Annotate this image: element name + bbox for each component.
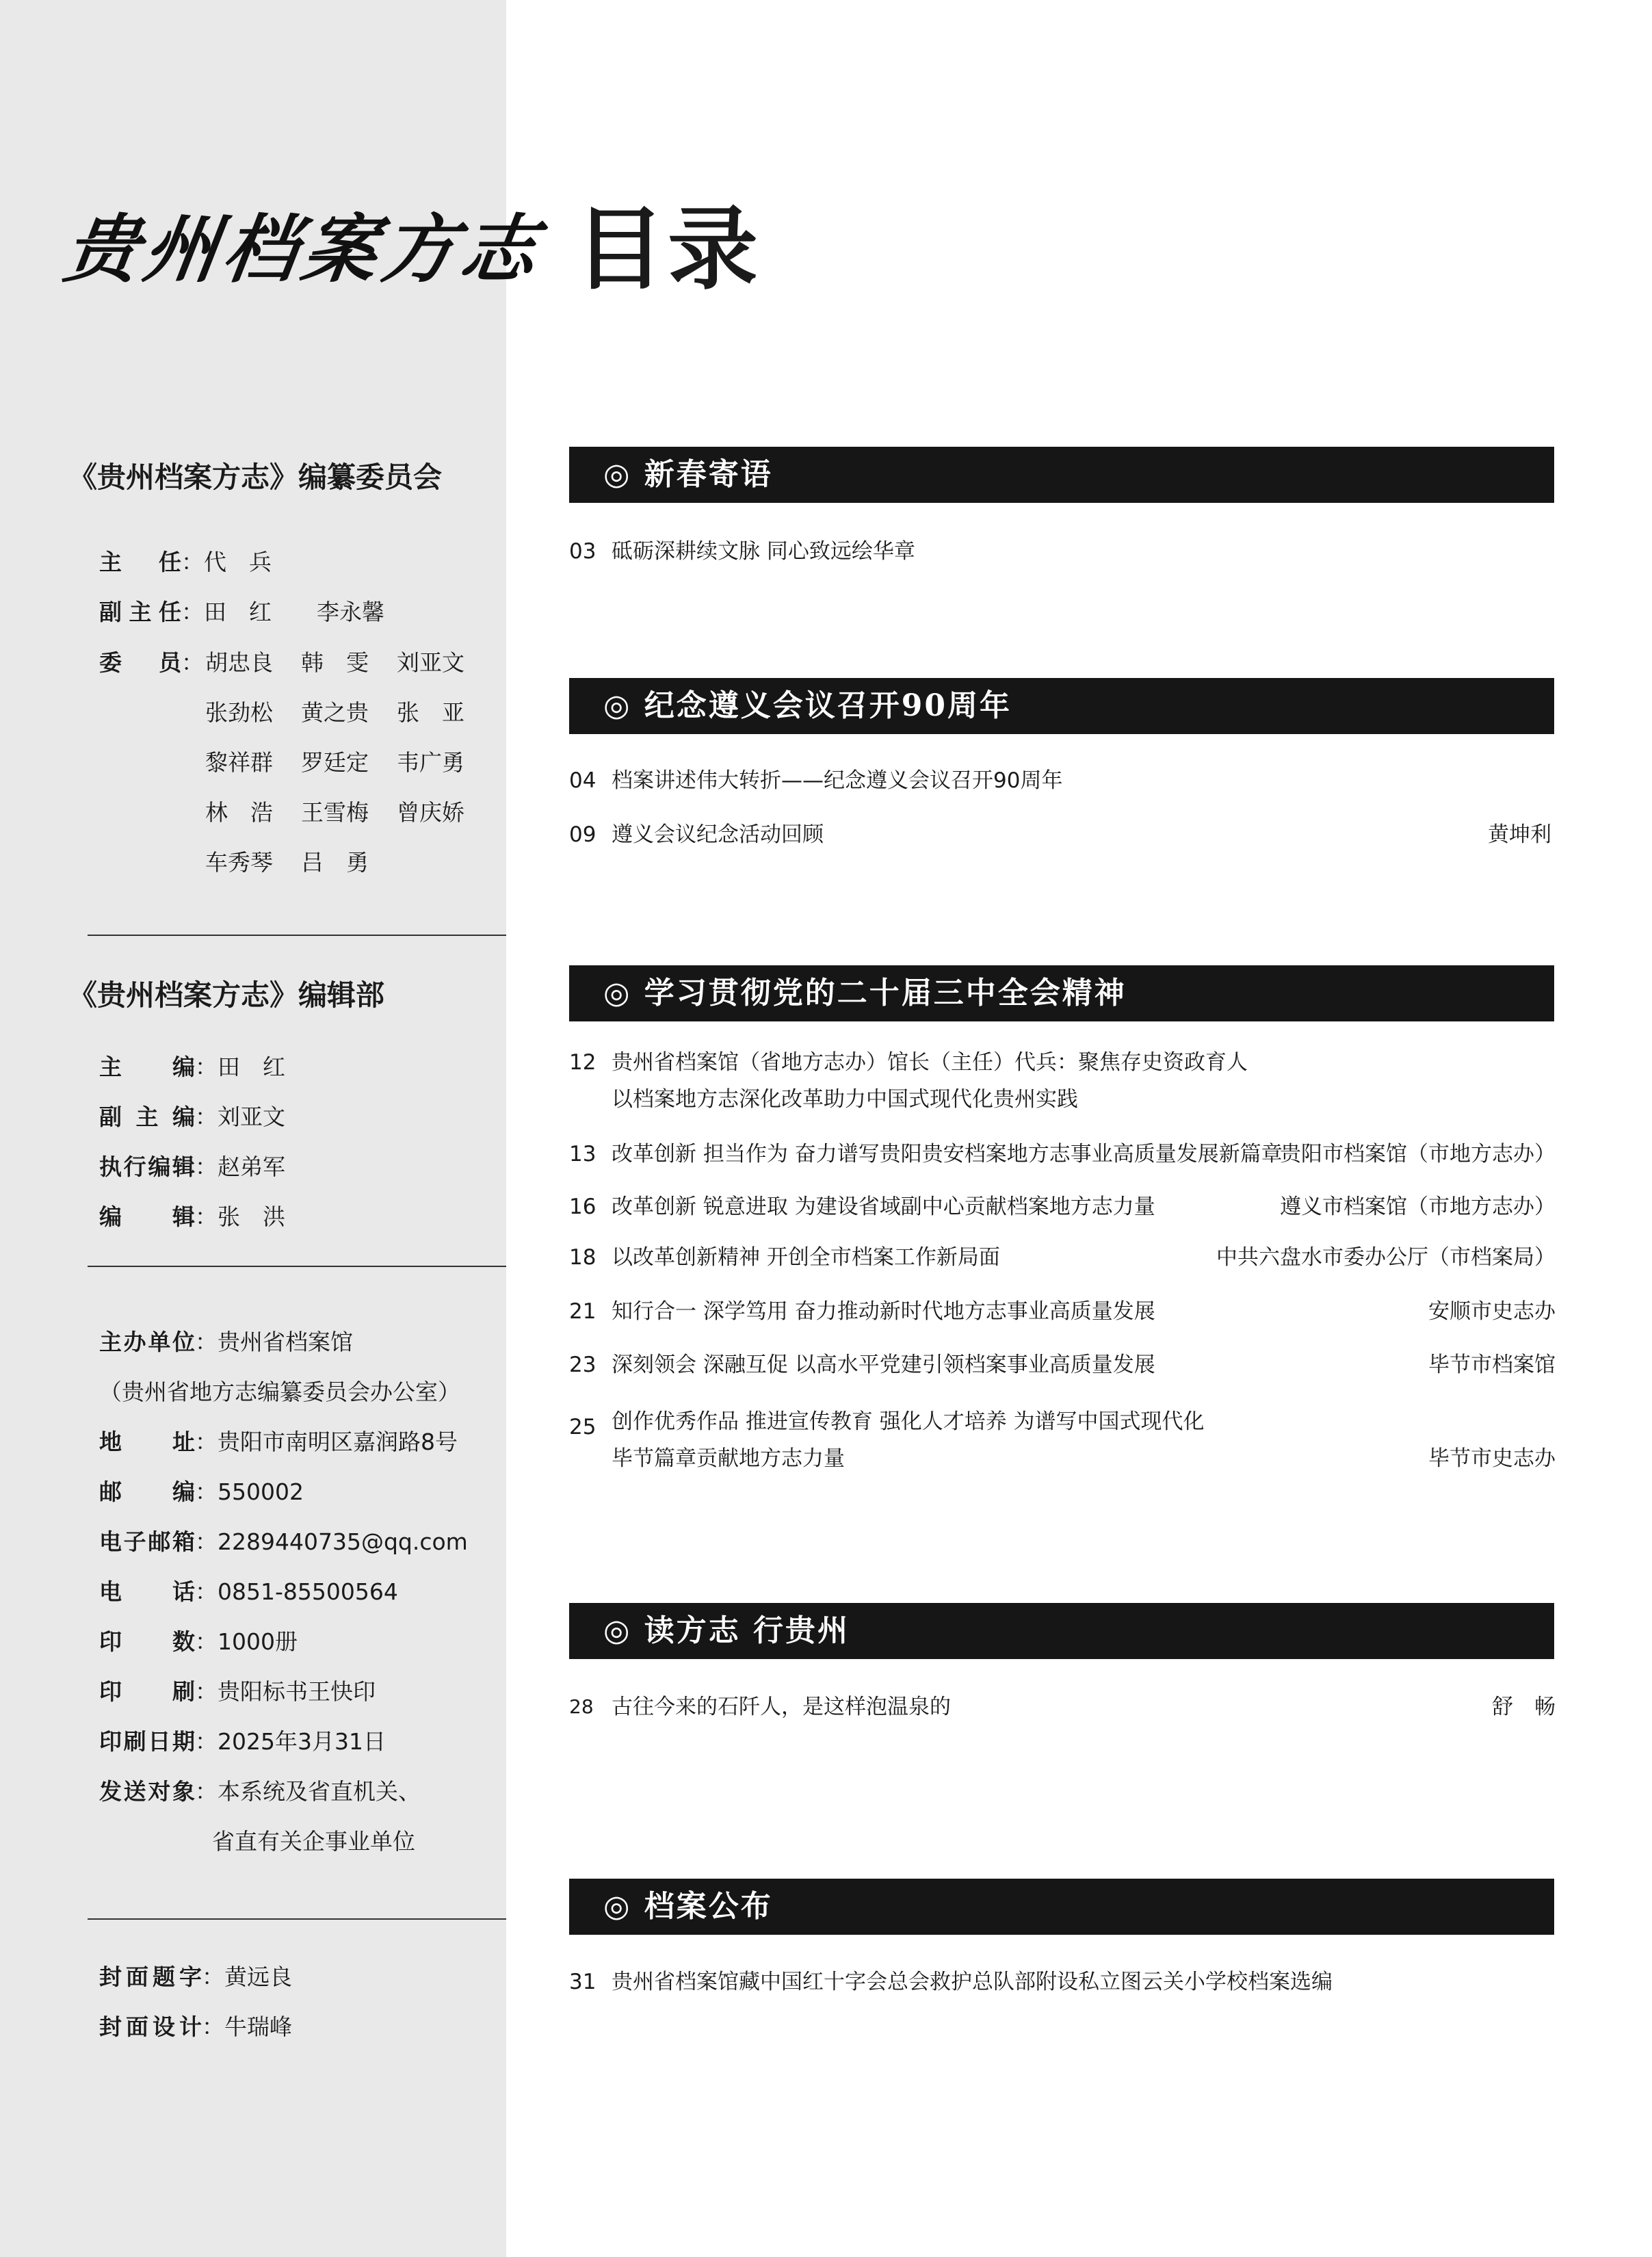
publisher-row	[99, 1375, 460, 1409]
entry-page: 23	[569, 1353, 596, 1377]
member-name: 车秀琴	[205, 849, 273, 876]
committee-title: 《贵州档案方志》编纂委员会	[68, 460, 443, 494]
publisher-row	[212, 1825, 415, 1859]
row-label: 地 址	[99, 1428, 195, 1455]
row-label: 印 刷	[99, 1678, 195, 1705]
publisher-row: 地 址：贵阳市南明区嘉润路8号	[99, 1425, 458, 1459]
entry-title: 深刻领会 深融互促 以高水平党建引领档案事业高质量发展	[612, 1353, 1155, 1377]
member-name: 王雪梅	[301, 799, 369, 826]
committee-row-chair: 主 任：代 兵	[99, 545, 272, 579]
entry-title: 改革创新 担当作为 奋力谱写贵阳贵安档案地方志事业高质量发展新篇章	[612, 1142, 1283, 1166]
row-label: 发送对象	[99, 1778, 195, 1805]
entry-title: 创作优秀作品 推进宣传教育 强化人才培养 为谱写中国式现代化	[612, 1409, 1205, 1434]
sidebar-divider	[88, 935, 506, 936]
member-name: 张劲松	[205, 699, 273, 726]
entry-author: 舒 畅	[1492, 1695, 1556, 1719]
editorial-row: 编 辑：张 洪	[99, 1200, 285, 1234]
row-label: 邮 编	[99, 1478, 195, 1505]
entry-page: 04	[569, 768, 596, 793]
editorial-row: 执行编辑：赵弟军	[99, 1150, 285, 1184]
row-label: 电 话	[99, 1578, 195, 1605]
entry-author: 中共六盘水市委办公厅（市档案局）	[1216, 1245, 1556, 1270]
row-value: 贵州省档案馆	[218, 1329, 353, 1355]
entry-page: 25	[569, 1415, 596, 1439]
entry-title: 砥砺深耕续文脉 同心致远绘华章	[612, 539, 915, 564]
row-label: 副主编	[99, 1104, 195, 1130]
row-value: 省直有关企事业单位	[212, 1828, 415, 1855]
entry-page: 28	[569, 1695, 594, 1718]
section-band: ◎ 学习贯彻党的二十届三中全会精神	[569, 965, 1554, 1021]
row-value: 0851-85500564	[218, 1578, 398, 1605]
row-label: 主 任	[99, 549, 181, 575]
committee-row-members: 委 员：	[99, 646, 204, 680]
toc-title: 目录	[575, 197, 761, 302]
entry-author: 遵义市档案馆（市地方志办）	[1280, 1195, 1556, 1219]
entry-title: 贵州省档案馆（省地方志办）馆长（主任）代兵：聚焦存史资政育人	[612, 1050, 1248, 1075]
entry-page: 16	[569, 1195, 596, 1219]
member-name: 胡忠良	[205, 649, 273, 676]
row-value: 牛瑞峰	[224, 2013, 292, 2040]
section-band: ◎ 纪念遵义会议召开90周年	[569, 678, 1554, 734]
row-label: 主 编	[99, 1054, 195, 1080]
committee-row-vice-chair: 副主任：田 红 李永馨	[99, 595, 384, 629]
member-name: 曾庆娇	[397, 799, 464, 826]
entry-page: 03	[569, 539, 596, 564]
row-value: 黄远良	[224, 1964, 292, 1990]
member-name: 黎祥群	[205, 749, 273, 776]
section-band: ◎ 档案公布	[569, 1879, 1554, 1935]
row-value: 550002	[218, 1478, 304, 1505]
entry-title: 知行合一 深学笃用 奋力推动新时代地方志事业高质量发展	[612, 1299, 1155, 1324]
sidebar-divider	[88, 1918, 506, 1920]
cover-row: 封面设计：牛瑞峰	[99, 2010, 292, 2044]
publisher-row: 电 话：0851-85500564	[99, 1575, 398, 1609]
row-label: 主办单位	[99, 1329, 195, 1355]
entry-title: 古往今来的石阡人，是这样泡温泉的	[612, 1695, 951, 1719]
publisher-row: 发送对象：本系统及省直机关、	[99, 1775, 421, 1809]
entry-page: 12	[569, 1050, 596, 1075]
editorial-row: 副主编：刘亚文	[99, 1100, 285, 1134]
row-value: 田 红	[218, 1054, 285, 1080]
publisher-row: 印 刷：贵阳标书王快印	[99, 1675, 376, 1709]
row-value: 贵阳标书王快印	[218, 1678, 376, 1705]
row-value: 田 红 李永馨	[204, 599, 384, 625]
publisher-row: 印刷日期：2025年3月31日	[99, 1725, 386, 1759]
row-label: 封面设计	[99, 2013, 202, 2040]
member-name: 林 浩	[205, 799, 273, 826]
row-label: 执行编辑	[99, 1153, 195, 1180]
entry-title-line2: 以档案地方志深化改革助力中国式现代化贵州实践	[612, 1087, 1078, 1112]
publisher-row: 邮 编：550002	[99, 1475, 304, 1509]
cover-row: 封面题字：黄远良	[99, 1960, 292, 1994]
row-value: 刘亚文	[218, 1104, 285, 1130]
row-label: 编 辑	[99, 1203, 195, 1230]
row-label: 委 员	[99, 649, 181, 676]
row-value: 2025年3月31日	[218, 1728, 386, 1755]
entry-title: 改革创新 锐意进取 为建设省域副中心贡献档案地方志力量	[612, 1195, 1155, 1219]
committee-members-line	[205, 846, 397, 880]
row-value: 张 洪	[218, 1203, 285, 1230]
member-name: 张 亚	[397, 699, 464, 726]
entry-page: 31	[569, 1970, 596, 1994]
entry-page: 18	[569, 1245, 596, 1270]
row-value: （贵州省地方志编纂委员会办公室）	[99, 1379, 460, 1405]
committee-members-line	[205, 696, 493, 730]
entry-title: 以改革创新精神 开创全市档案工作新局面	[612, 1245, 1000, 1270]
member-name: 黄之贵	[301, 699, 369, 726]
editorial-title: 《贵州档案方志》编辑部	[68, 978, 385, 1012]
entry-page: 09	[569, 822, 596, 847]
row-value: 1000册	[218, 1628, 298, 1655]
member-name: 韦广勇	[397, 749, 464, 776]
entry-title: 档案讲述伟大转折——纪念遵义会议召开90周年	[612, 768, 1063, 793]
row-label: 印 数	[99, 1628, 195, 1655]
member-name: 韩 雯	[301, 649, 369, 676]
member-name: 罗廷定	[301, 749, 369, 776]
masthead-sidebar	[0, 0, 547, 2257]
section-band: ◎ 新春寄语	[569, 447, 1554, 503]
editorial-row: 主 编：田 红	[99, 1050, 285, 1084]
publisher-row: 印 数：1000册	[99, 1625, 298, 1659]
row-label: 封面题字	[99, 1964, 202, 1990]
entry-author: 贵阳市档案馆（市地方志办）	[1280, 1142, 1556, 1166]
member-name: 刘亚文	[397, 649, 464, 676]
member-name: 吕 勇	[301, 849, 369, 876]
section-band: ◎ 读方志 行贵州	[569, 1603, 1554, 1659]
row-value: 贵阳市南明区嘉润路8号	[218, 1428, 458, 1455]
row-value: 赵弟军	[218, 1153, 285, 1180]
row-label: 电子邮箱	[99, 1528, 195, 1555]
row-value: 本系统及省直机关、	[218, 1778, 421, 1805]
entry-author: 黄坤利	[1488, 822, 1551, 847]
committee-members-line	[205, 746, 493, 780]
entry-author: 毕节市档案馆	[1428, 1353, 1556, 1377]
entry-author: 安顺市史志办	[1428, 1299, 1556, 1324]
magazine-logo: 贵州档案方志	[59, 207, 547, 293]
entry-page: 21	[569, 1299, 596, 1324]
committee-members-line	[205, 796, 493, 830]
publisher-row: 电子邮箱：2289440735@qq.com	[99, 1525, 468, 1559]
entry-page: 13	[569, 1142, 596, 1166]
entry-title: 遵义会议纪念活动回顾	[612, 822, 824, 847]
sidebar-divider	[88, 1266, 506, 1267]
row-value: 代 兵	[204, 549, 272, 575]
entry-title: 贵州省档案馆藏中国红十字会总会救护总队部附设私立图云关小学校档案选编	[612, 1970, 1333, 1994]
entry-author: 毕节市史志办	[1428, 1446, 1556, 1471]
publisher-row: 主办单位：贵州省档案馆	[99, 1325, 353, 1359]
row-value: 2289440735@qq.com	[218, 1528, 468, 1555]
entry-title-line2: 毕节篇章贡献地方志力量	[612, 1446, 845, 1471]
row-label: 印刷日期	[99, 1728, 195, 1755]
committee-members-line	[205, 646, 493, 680]
row-label: 副主任	[99, 599, 181, 625]
